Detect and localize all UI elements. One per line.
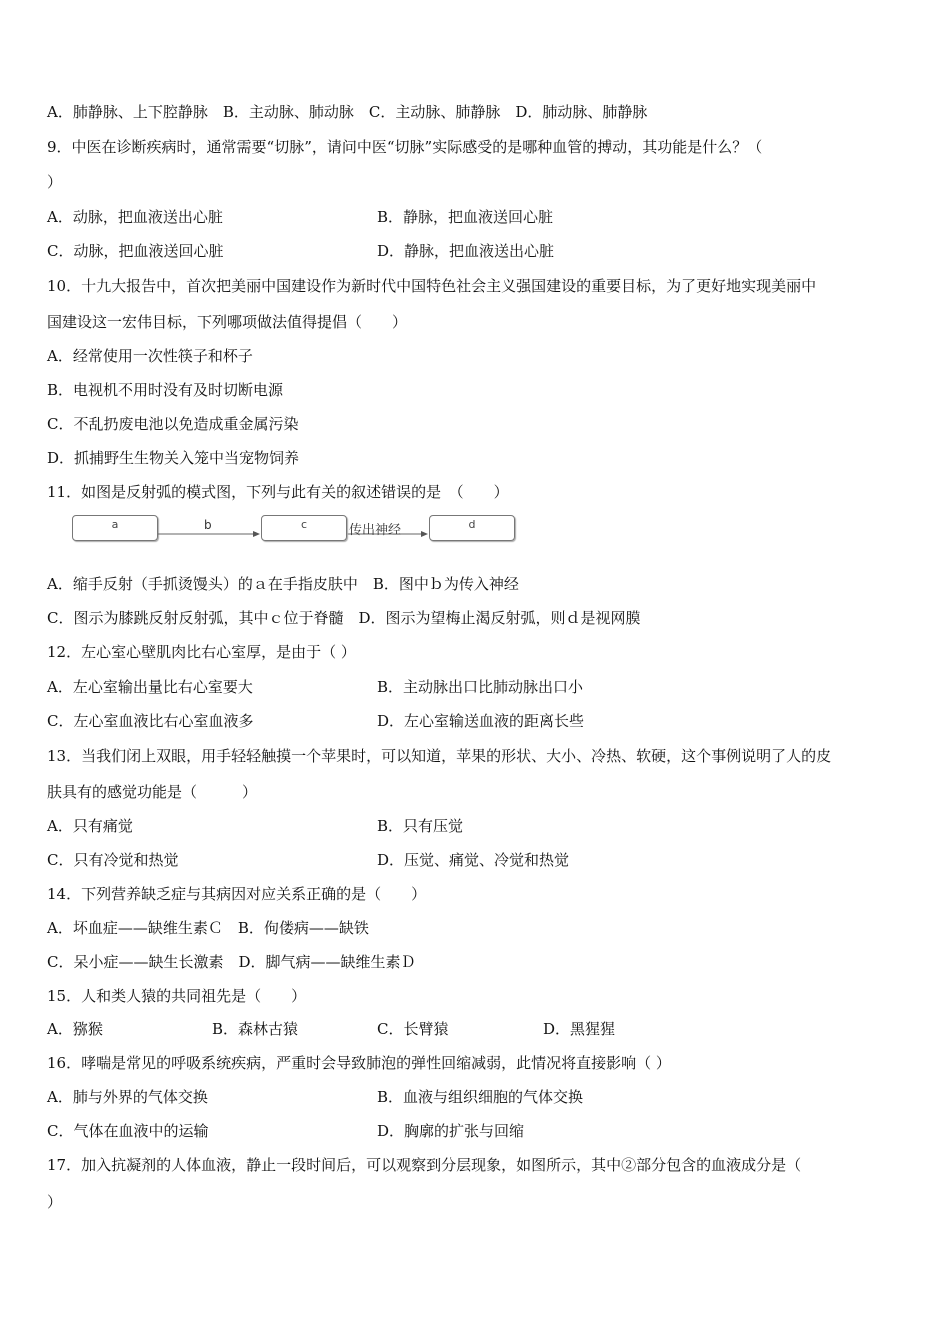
reflex-arc-diagram: [70, 512, 520, 546]
q12-option-b: B．主动脉出口比肺动脉出口小: [377, 678, 584, 696]
q10-option-c: C．不乱扔废电池以免造成重金属污染: [47, 415, 299, 433]
q11-options-cd: C．图示为膝跳反射反射弧，其中ｃ位于脊髓 D．图示为望梅止渴反射弧，则ｄ是视网膜: [47, 609, 641, 627]
q15-option-a: A．猕猴: [47, 1020, 103, 1038]
q12-option-a: A．左心室输出量比右心室要大: [47, 678, 253, 696]
q10-stem-line2: 国建设这一宏伟目标，下列哪项做法值得提倡（ ）: [47, 313, 408, 331]
diagram-box-d: d: [429, 515, 515, 541]
q16-stem: 16．哮喘是常见的呼吸系统疾病，严重时会导致肺泡的弹性回缩减弱，此情况将直接影响（ ）: [47, 1054, 671, 1072]
q12-option-c: C．左心室血液比右心室血液多: [47, 712, 254, 730]
q9-stem-line1: 9．中医在诊断疾病时，通常需要“切脉”，请问中医“切脉”实际感受的是哪种血管的搏动，其功能是什么？（: [47, 138, 763, 156]
q10-option-b: B．电视机不用时没有及时切断电源: [47, 381, 284, 399]
q16-option-b: B．血液与组织细胞的气体交换: [377, 1088, 584, 1106]
q11-options-ab: A．缩手反射（手抓烫馒头）的ａ在手指皮肤中 B．图中ｂ为传入神经: [47, 575, 519, 593]
arrow-out-head: [421, 531, 428, 537]
q13-option-a: A．只有痛觉: [47, 817, 133, 835]
q9-stem-line2: ）: [47, 173, 63, 191]
q9-option-d: D．静脉，把血液送出心脏: [377, 242, 555, 260]
diagram-box-c: c: [261, 515, 347, 541]
q11-stem: 11．如图是反射弧的模式图，下列与此有关的叙述错误的是 （ ）: [47, 483, 509, 501]
q13-option-b: B．只有压觉: [377, 817, 464, 835]
arrow-b-head: [253, 531, 260, 537]
q14-options-cd: C．呆小症——缺生长激素 D．脚气病——缺维生素Ｄ: [47, 953, 416, 971]
q10-stem-line1: 10．十九大报告中，首次把美丽中国建设作为新时代中国特色社会主义强国建设的重要目标，为了更好地实现美丽中: [47, 277, 817, 295]
q17-stem-line2: ）: [47, 1193, 63, 1211]
q10-option-d: D．抓捕野生生物关入笼中当宠物饲养: [47, 449, 300, 467]
q15-stem: 15．人和类人猿的共同祖先是（ ）: [47, 987, 307, 1005]
q12-option-d: D．左心室输送血液的距离长些: [377, 712, 585, 730]
q14-stem: 14．下列营养缺乏症与其病因对应关系正确的是（ ）: [47, 885, 427, 903]
q13-stem-line2: 肤具有的感觉功能是（ ）: [47, 783, 258, 801]
q16-option-c: C．气体在血液中的运输: [47, 1122, 209, 1140]
q15-option-d: D．黑猩猩: [543, 1020, 616, 1038]
q17-stem-line1: 17．加入抗凝剂的人体血液，静止一段时间后，可以观察到分层现象，如图所示，其中②部分包含的血液成分是（: [47, 1156, 802, 1174]
q13-stem-line1: 13．当我们闭上双眼，用手轻轻触摸一个苹果时，可以知道，苹果的形状、大小、冷热、软硬，这个事例说明了人的皮: [47, 747, 832, 765]
diagram-efferent-label: 传出神经: [349, 523, 402, 538]
q15-option-b: B．森林古猿: [212, 1020, 299, 1038]
q16-option-d: D．胸廓的扩张与回缩: [377, 1122, 525, 1140]
q8-options: A．肺静脉、上下腔静脉 B．主动脉、肺动脉 C．主动脉、肺静脉 D．肺动脉、肺静脉: [47, 103, 648, 121]
q15-option-c: C．长臂猿: [377, 1020, 449, 1038]
q9-option-b: B．静脉，把血液送回心脏: [377, 208, 554, 226]
q10-option-a: A．经常使用一次性筷子和杯子: [47, 347, 253, 365]
q9-option-a: A．动脉，把血液送出心脏: [47, 208, 223, 226]
diagram-box-a: a: [72, 515, 158, 541]
q13-option-c: C．只有冷觉和热觉: [47, 851, 179, 869]
q9-option-c: C．动脉，把血液送回心脏: [47, 242, 224, 260]
q14-options-ab: A．坏血症——缺维生素Ｃ B．佝偻病——缺铁: [47, 919, 369, 937]
q13-option-d: D．压觉、痛觉、冷觉和热觉: [377, 851, 570, 869]
q16-option-a: A．肺与外界的气体交换: [47, 1088, 208, 1106]
diagram-arrow-b-label: b: [204, 518, 212, 532]
q12-stem: 12．左心室心壁肌肉比右心室厚，是由于（ ）: [47, 643, 356, 661]
